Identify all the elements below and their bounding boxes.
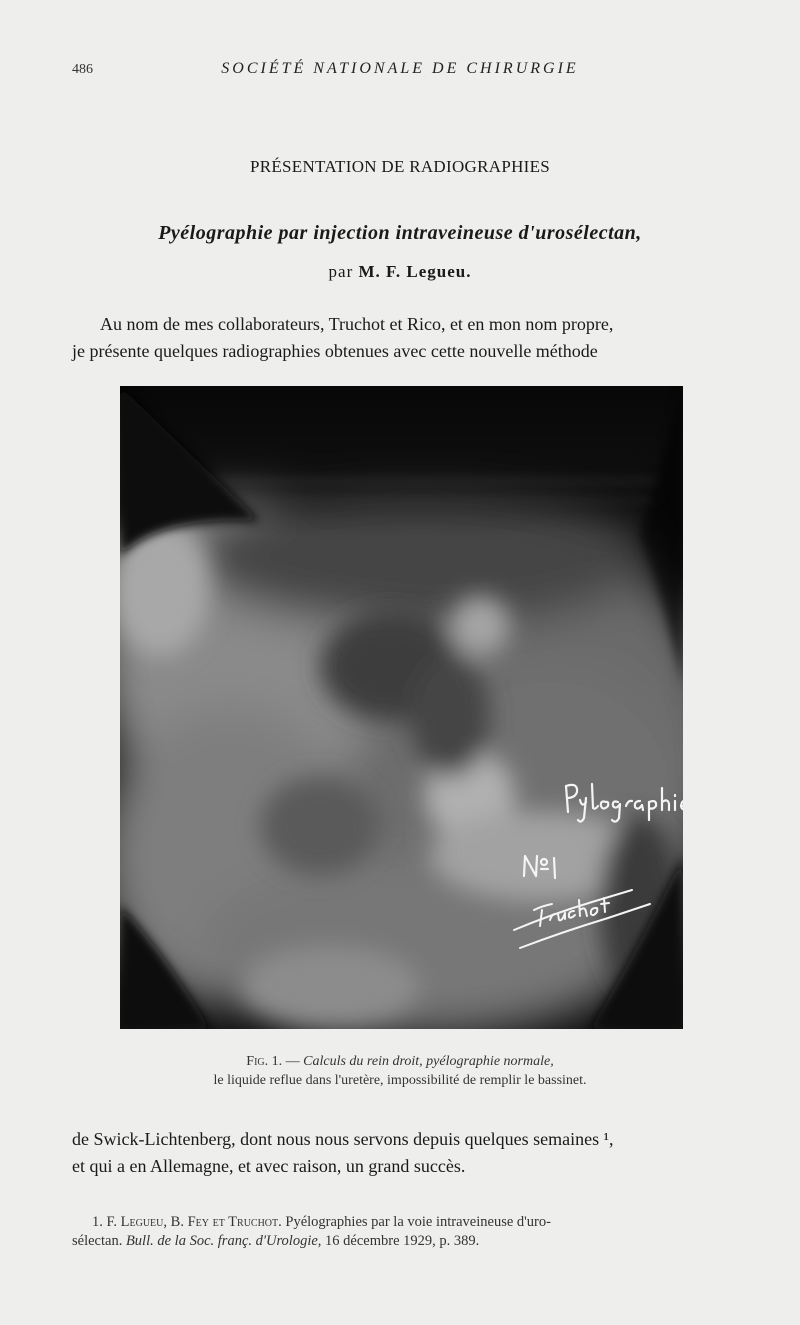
footnote-line-1	[92, 1213, 728, 1232]
figure-label: Fig. 1. —	[246, 1054, 304, 1069]
footnote-text-2: sélectan.	[72, 1233, 126, 1249]
author-name: M. F. Legueu.	[358, 262, 472, 281]
caption-text-1: Calculs du rein droit, pyélographie normale,	[303, 1054, 554, 1069]
footnote-text-1: Pyélographies par la voie intraveineuse d'uro-	[281, 1214, 551, 1230]
figure-caption	[0, 1052, 800, 1090]
footnote-journal: Bull. de la Soc. franç. d'Urologie,	[125, 1233, 322, 1249]
caption-line-2: le liquide reflue dans l'uretère, impossibilité de remplir le bassinet.	[213, 1073, 587, 1088]
continuation-line-2: et qui a en Allemagne, et avec raison, un grand succès.	[72, 1156, 466, 1176]
byline-prefix: par	[328, 262, 359, 281]
footnote-text-3: 16 décembre 1929, p. 389.	[321, 1233, 480, 1249]
article-title: Pyélographie par injection intraveineuse d'urosélectan,	[158, 222, 642, 244]
intro-line-2: je présente quelques radiographies obtenues avec cette nouvelle méthode	[72, 341, 598, 361]
footnote-number: 1.	[92, 1214, 107, 1230]
byline	[0, 262, 800, 282]
footnote-authors: F. Legueu, B. Fey et Truchot.	[106, 1214, 282, 1230]
radiograph-figure	[120, 386, 683, 1029]
intro-line-1: Au nom de mes collaborateurs, Truchot et Rico, et en mon nom propre,	[100, 314, 614, 334]
intro-paragraph	[72, 311, 730, 365]
running-head	[0, 60, 800, 84]
continuation-paragraph	[72, 1126, 730, 1180]
section-title: PRÉSENTATION DE RADIOGRAPHIES	[249, 157, 551, 176]
journal-title: SOCIÉTÉ NATIONALE DE CHIRURGIE	[221, 60, 579, 77]
continuation-line-1: de Swick-Lichtenberg, dont nous nous servons depuis quelques semaines ¹,	[72, 1129, 614, 1149]
caption-line-1	[0, 1052, 800, 1071]
page-number: 486	[72, 62, 93, 77]
footnote	[72, 1213, 728, 1251]
footnote-line-2	[72, 1232, 728, 1251]
radiograph-image	[120, 386, 683, 1029]
